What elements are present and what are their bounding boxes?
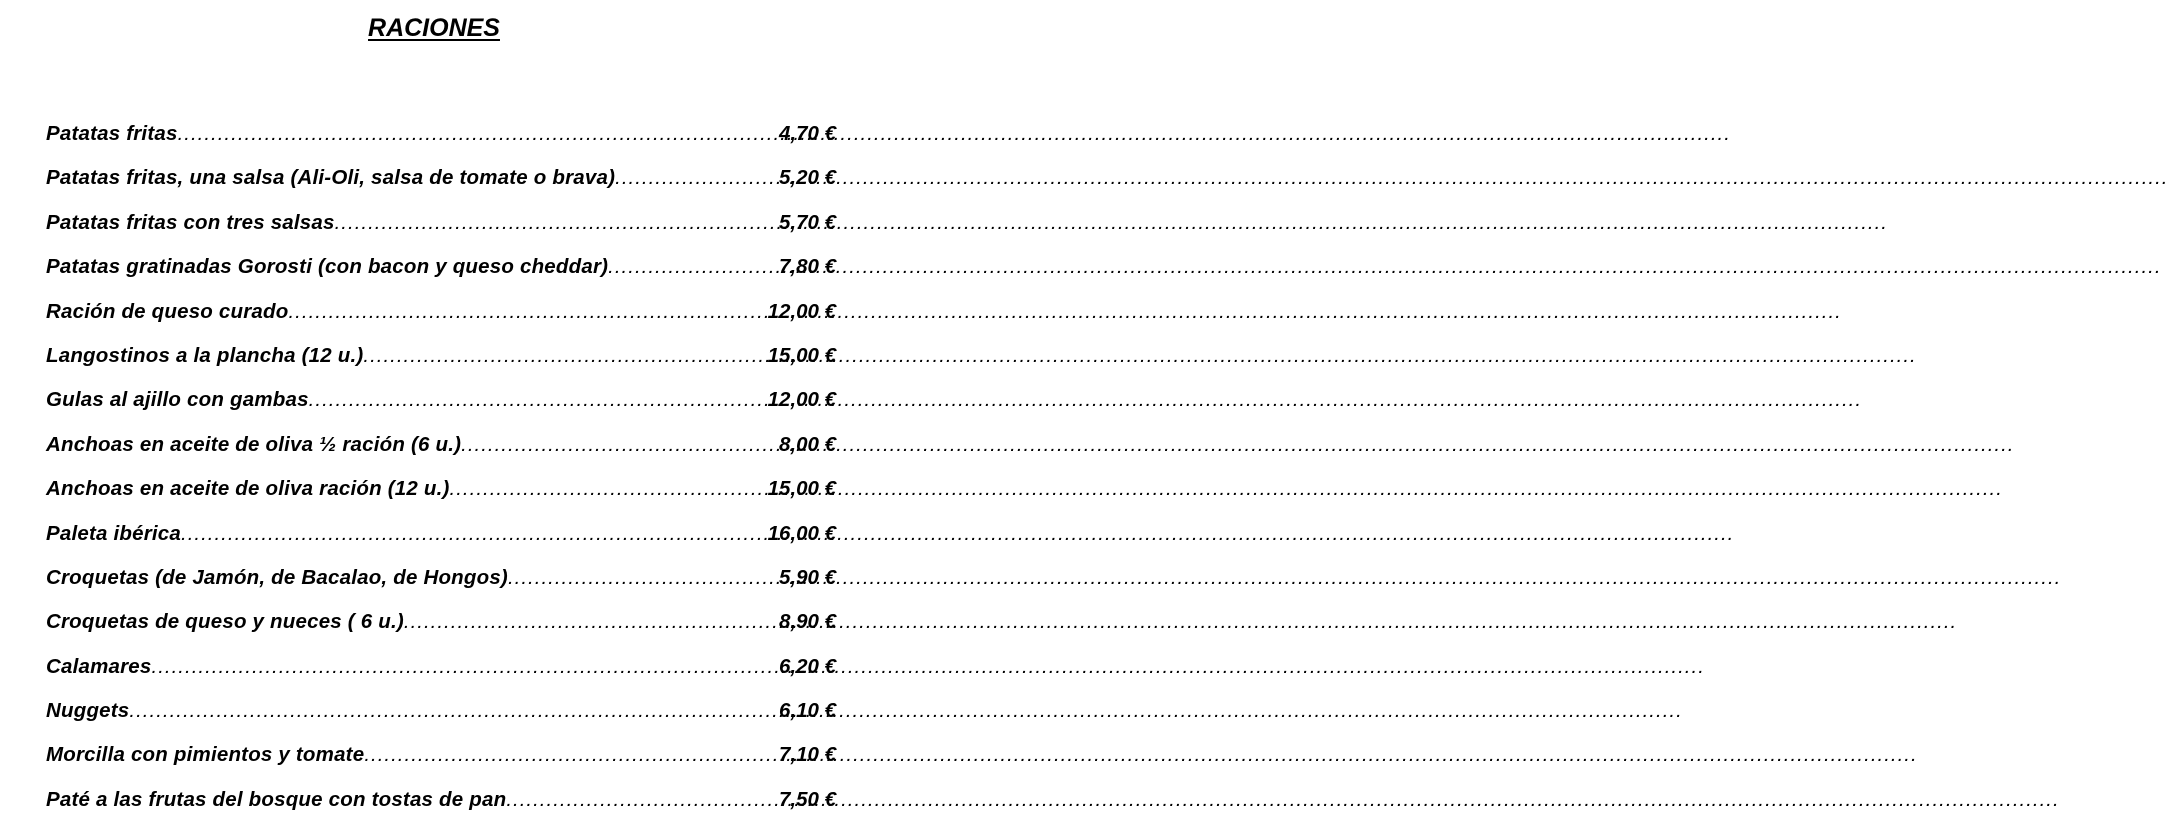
menu-item-price: 7,50 € <box>779 787 836 811</box>
menu-item-price: 5,90 € <box>779 565 836 589</box>
dot-leader <box>364 743 775 767</box>
menu-item <box>46 610 836 654</box>
menu-item-name: Ración de queso curado <box>46 299 289 323</box>
dot-leader <box>152 655 775 679</box>
menu-title: RACIONES <box>368 14 500 42</box>
menu-item <box>46 566 836 610</box>
menu-item <box>46 477 836 521</box>
menu-item-price: 12,00 € <box>767 388 836 412</box>
menu-item-name: Croquetas (de Jamón, de Bacalao, de Hongos) <box>46 565 508 589</box>
menu-item-name: Patatas gratinadas Gorosti (con bacon y queso cheddar) <box>46 255 609 279</box>
menu-item-name: Anchoas en aceite de oliva ración (12 u.) <box>46 477 450 501</box>
dot-leader <box>335 211 775 235</box>
menu-item-price: 12,00 € <box>767 299 836 323</box>
menu-item <box>46 300 836 344</box>
menu-item <box>46 166 836 210</box>
dot-leader <box>129 699 775 723</box>
menu-item-name: Langostinos a la plancha (12 u.) <box>46 343 364 367</box>
dot-leader <box>178 122 775 146</box>
menu-item-name: Nuggets <box>46 699 130 723</box>
menu-item <box>46 344 836 388</box>
menu-item <box>46 255 836 299</box>
dot-leader <box>508 566 775 590</box>
menu-item <box>46 788 836 832</box>
menu-item-price: 8,00 € <box>779 432 836 456</box>
menu-item <box>46 743 836 787</box>
menu-item <box>46 699 836 743</box>
menu-item <box>46 388 836 432</box>
menu-item-name: Patatas fritas, una salsa (Ali-Oli, salsa de tomate o brava) <box>46 166 616 190</box>
menu-item-name: Patatas fritas <box>46 122 178 145</box>
dot-leader <box>608 255 775 279</box>
dot-leader <box>309 388 764 412</box>
menu-item-name: Morcilla con pimientos y tomate <box>46 743 365 767</box>
menu-item-price: 5,20 € <box>779 166 836 190</box>
menu-item-price: 16,00 € <box>767 521 836 545</box>
menu-item-name: Calamares <box>46 654 152 678</box>
dot-leader <box>615 166 775 190</box>
menu-item-price: 7,80 € <box>779 255 836 279</box>
dot-leader <box>450 477 764 501</box>
dot-leader <box>288 300 763 324</box>
menu-item-price: 15,00 € <box>767 477 836 501</box>
menu-item-name: Paté a las frutas del bosque con tostas de pan <box>46 787 507 811</box>
menu-item <box>46 655 836 699</box>
menu-item-name: Gulas al ajillo con gambas <box>46 388 309 412</box>
menu-item-price: 5,70 € <box>779 210 836 234</box>
menu-item-name: Anchoas en aceite de oliva ½ ración (6 u.) <box>46 432 462 456</box>
dot-leader <box>181 522 764 546</box>
menu-item-name: Patatas fritas con tres salsas <box>46 210 335 234</box>
menu-item-price: 7,10 € <box>779 743 836 767</box>
dot-leader <box>404 610 775 634</box>
menu-item-name: Paleta ibérica <box>46 521 181 545</box>
dot-leader <box>363 344 763 368</box>
menu-item <box>46 122 836 166</box>
menu-item <box>46 522 836 566</box>
menu-item <box>46 211 836 255</box>
menu-list <box>46 122 836 832</box>
menu-item-price: 6,20 € <box>779 654 836 678</box>
menu-item-price: 8,90 € <box>779 610 836 634</box>
dot-leader <box>461 433 775 457</box>
menu-item-name: Croquetas de queso y nueces ( 6 u.) <box>46 610 404 634</box>
menu-item-price: 15,00 € <box>767 343 836 367</box>
menu-item-price: 6,10 € <box>779 699 836 723</box>
menu-item <box>46 433 836 477</box>
menu-item-price: 4,70 € <box>779 122 836 145</box>
dot-leader <box>506 788 775 812</box>
